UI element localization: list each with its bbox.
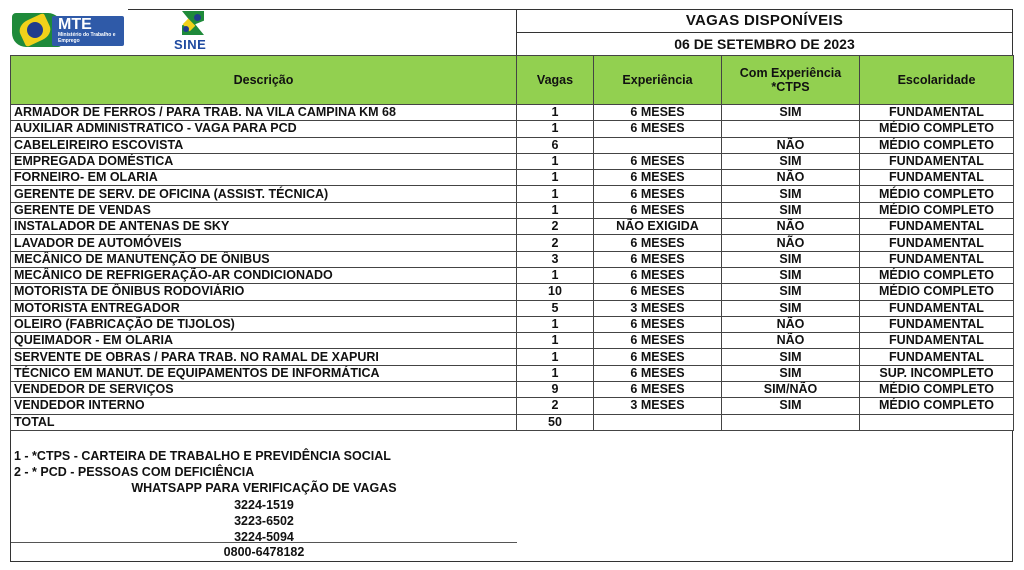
table-row	[11, 186, 1014, 202]
cell-escolaridade: MÉDIO COMPLETO	[860, 382, 1014, 398]
cell-com-experiencia: NÃO	[722, 316, 860, 332]
col-header-com-experiencia: Com Experiência *CTPS	[722, 56, 860, 105]
cell-escolaridade: FUNDAMENTAL	[860, 153, 1014, 169]
cell-experiencia: 3 MESES	[594, 300, 722, 316]
cell-com-experiencia: SIM	[722, 267, 860, 283]
cell-escolaridade: SUP. INCOMPLETO	[860, 365, 1014, 381]
table-row	[11, 284, 1014, 300]
cell-experiencia: 6 MESES	[594, 170, 722, 186]
table-row	[11, 235, 1014, 251]
cell-experiencia: 6 MESES	[594, 202, 722, 218]
phone-number: 3223-6502	[234, 513, 294, 528]
cell-experiencia: 6 MESES	[594, 382, 722, 398]
cell-experiencia: 6 MESES	[594, 333, 722, 349]
cell-descricao: MOTORISTA DE ÔNIBUS RODOVIÁRIO	[11, 284, 517, 300]
cell-com-experiencia: SIM	[722, 105, 860, 121]
cell-descricao: INSTALADOR DE ANTENAS DE SKY	[11, 219, 517, 235]
cell-descricao: LAVADOR DE AUTOMÓVEIS	[11, 235, 517, 251]
cell-descricao: MECÂNICO DE REFRIGERAÇÃO-AR CONDICIONADO	[11, 267, 517, 283]
cell-descricao: QUEIMADOR - EM OLARIA	[11, 333, 517, 349]
cell-experiencia: NÃO EXIGIDA	[594, 219, 722, 235]
cell-experiencia: 6 MESES	[594, 365, 722, 381]
cell-vagas: 2	[517, 235, 594, 251]
cell-com-experiencia: NÃO	[722, 170, 860, 186]
cell-experiencia: 6 MESES	[594, 186, 722, 202]
sine-blue-dot-icon	[194, 14, 201, 21]
table-row	[11, 316, 1014, 332]
cell-vagas: 5	[517, 300, 594, 316]
sine-blue-dot-icon	[183, 26, 189, 32]
cell-descricao: TÉCNICO EM MANUT. DE EQUIPAMENTOS DE INFORMÁTICA	[11, 365, 517, 381]
logo-area	[10, 9, 516, 55]
phone-number: 3224-5094	[234, 529, 294, 544]
cell-experiencia: 6 MESES	[594, 316, 722, 332]
cell-descricao: MOTORISTA ENTREGADOR	[11, 300, 517, 316]
table-row	[11, 121, 1014, 137]
cell-vagas: 1	[517, 170, 594, 186]
cell-vagas: 3	[517, 251, 594, 267]
page-title: VAGAS DISPONÍVEIS	[517, 10, 1012, 33]
table-row	[11, 219, 1014, 235]
cell-vagas: 1	[517, 105, 594, 121]
sine-logo	[172, 11, 218, 53]
cell-com-experiencia: NÃO	[722, 235, 860, 251]
cell-com-experiencia: SIM	[722, 186, 860, 202]
cell-escolaridade: FUNDAMENTAL	[860, 105, 1014, 121]
cell-experiencia: 6 MESES	[594, 349, 722, 365]
cell-escolaridade: FUNDAMENTAL	[860, 316, 1014, 332]
table-row	[11, 153, 1014, 169]
cell-experiencia: 6 MESES	[594, 284, 722, 300]
total-row	[11, 414, 1014, 430]
table-row	[11, 267, 1014, 283]
cell-com-experiencia: SIM	[722, 202, 860, 218]
table-row	[11, 365, 1014, 381]
cell-com-experiencia: SIM	[722, 251, 860, 267]
cell-com-experiencia: SIM	[722, 398, 860, 414]
table-row	[11, 105, 1014, 121]
cell-escolaridade: FUNDAMENTAL	[860, 300, 1014, 316]
table-row	[11, 202, 1014, 218]
cell-vagas: 1	[517, 153, 594, 169]
cell-vagas: 1	[517, 121, 594, 137]
cell-descricao: GERENTE DE VENDAS	[11, 202, 517, 218]
sine-logo-text: SINE	[174, 37, 207, 52]
cell-escolaridade: MÉDIO COMPLETO	[860, 186, 1014, 202]
cell-escolaridade: MÉDIO COMPLETO	[860, 137, 1014, 153]
cell-escolaridade: FUNDAMENTAL	[860, 235, 1014, 251]
total-empty	[594, 414, 722, 430]
cell-descricao: GERENTE DE SERV. DE OFICINA (ASSIST. TÉCNICA)	[11, 186, 517, 202]
table-row	[11, 382, 1014, 398]
cell-vagas: 1	[517, 365, 594, 381]
job-listing-sheet	[10, 9, 1013, 562]
whatsapp-title: WHATSAPP PARA VERIFICAÇÃO DE VAGAS	[131, 480, 397, 495]
cell-com-experiencia: NÃO	[722, 333, 860, 349]
cell-vagas: 6	[517, 137, 594, 153]
total-empty	[722, 414, 860, 430]
flag-globe-icon	[27, 22, 43, 38]
cell-descricao: VENDEDOR INTERNO	[11, 398, 517, 414]
table-row	[11, 170, 1014, 186]
cell-vagas: 2	[517, 398, 594, 414]
table-header-row	[11, 56, 1014, 105]
phone-number: 3224-1519	[234, 497, 294, 512]
cell-com-experiencia: SIM	[722, 153, 860, 169]
col-header-experiencia: Experiência	[594, 56, 722, 105]
cell-experiencia: 6 MESES	[594, 235, 722, 251]
cell-com-experiencia: NÃO	[722, 219, 860, 235]
cell-descricao: CABELEIREIRO ESCOVISTA	[11, 137, 517, 153]
cell-vagas: 1	[517, 202, 594, 218]
cell-com-experiencia	[722, 121, 860, 137]
cell-escolaridade: MÉDIO COMPLETO	[860, 202, 1014, 218]
cell-experiencia	[594, 137, 722, 153]
title-box	[516, 9, 1013, 55]
table-row	[11, 333, 1014, 349]
cell-escolaridade: MÉDIO COMPLETO	[860, 398, 1014, 414]
cell-experiencia: 6 MESES	[594, 251, 722, 267]
cell-vagas: 1	[517, 316, 594, 332]
cell-descricao: OLEIRO (FABRICAÇÃO DE TIJOLOS)	[11, 316, 517, 332]
mte-logo-text: MTE	[58, 16, 92, 33]
cell-escolaridade: FUNDAMENTAL	[860, 219, 1014, 235]
col-header-escolaridade: Escolaridade	[860, 56, 1014, 105]
note-pcd: 2 - * PCD - PESSOAS COM DEFICIÊNCIA	[14, 464, 255, 479]
total-value: 50	[517, 414, 594, 430]
cell-escolaridade: MÉDIO COMPLETO	[860, 284, 1014, 300]
cell-experiencia: 3 MESES	[594, 398, 722, 414]
page-date: 06 DE SETEMBRO DE 2023	[674, 36, 855, 52]
cell-descricao: AUXILIAR ADMINISTRATICO - VAGA PARA PCD	[11, 121, 517, 137]
mte-logo-subtitle: Ministério do Trabalho e Emprego	[58, 32, 116, 44]
cell-vagas: 10	[517, 284, 594, 300]
mte-logo	[12, 13, 124, 47]
cell-vagas: 1	[517, 333, 594, 349]
header-divider	[128, 9, 516, 10]
cell-experiencia: 6 MESES	[594, 153, 722, 169]
notes-divider	[11, 542, 517, 543]
toll-free-number: 0800-6478182	[223, 544, 305, 559]
cell-descricao: SERVENTE DE OBRAS / PARA TRAB. NO RAMAL DE XAPURI	[11, 349, 517, 365]
notes-section	[10, 431, 1013, 562]
total-empty	[860, 414, 1014, 430]
table-row	[11, 398, 1014, 414]
cell-descricao: MECÂNICO DE MANUTENÇÃO DE ÔNIBUS	[11, 251, 517, 267]
cell-vagas: 1	[517, 349, 594, 365]
table-row	[11, 300, 1014, 316]
cell-vagas: 1	[517, 186, 594, 202]
cell-escolaridade: FUNDAMENTAL	[860, 251, 1014, 267]
col-header-descricao: Descrição	[11, 56, 517, 105]
table-row	[11, 251, 1014, 267]
cell-escolaridade: FUNDAMENTAL	[860, 333, 1014, 349]
note-ctps: 1 - *CTPS - CARTEIRA DE TRABALHO E PREVIDÊNCIA SOCIAL	[14, 448, 391, 463]
cell-descricao: ARMADOR DE FERROS / PARA TRAB. NA VILA CAMPINA KM 68	[11, 105, 517, 121]
cell-descricao: FORNEIRO- EM OLARIA	[11, 170, 517, 186]
cell-descricao: EMPREGADA DOMÉSTICA	[11, 153, 517, 169]
cell-vagas: 9	[517, 382, 594, 398]
cell-vagas: 2	[517, 219, 594, 235]
cell-experiencia: 6 MESES	[594, 267, 722, 283]
cell-escolaridade: MÉDIO COMPLETO	[860, 267, 1014, 283]
cell-vagas: 1	[517, 267, 594, 283]
cell-escolaridade: MÉDIO COMPLETO	[860, 121, 1014, 137]
cell-com-experiencia: NÃO	[722, 137, 860, 153]
cell-descricao: VENDEDOR DE SERVIÇOS	[11, 382, 517, 398]
cell-escolaridade: FUNDAMENTAL	[860, 170, 1014, 186]
cell-com-experiencia: SIM	[722, 284, 860, 300]
table-row	[11, 349, 1014, 365]
cell-com-experiencia: SIM	[722, 300, 860, 316]
cell-experiencia: 6 MESES	[594, 105, 722, 121]
col-header-vagas: Vagas	[517, 56, 594, 105]
table-row	[11, 137, 1014, 153]
cell-com-experiencia: SIM	[722, 365, 860, 381]
cell-com-experiencia: SIM/NÃO	[722, 382, 860, 398]
total-label: TOTAL	[11, 414, 517, 430]
cell-escolaridade: FUNDAMENTAL	[860, 349, 1014, 365]
cell-experiencia: 6 MESES	[594, 121, 722, 137]
cell-com-experiencia: SIM	[722, 349, 860, 365]
header-row	[10, 9, 1013, 55]
vacancies-table	[10, 55, 1014, 431]
